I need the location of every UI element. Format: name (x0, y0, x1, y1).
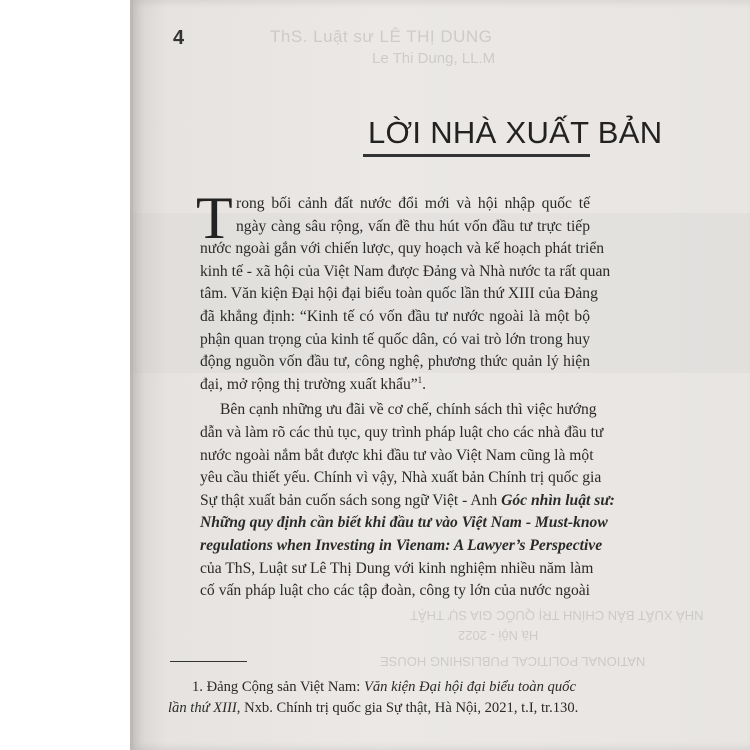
footnote-line (168, 677, 593, 698)
line-text: Sự thật xuất bản cuốn sách song ngữ Việt - Anh (200, 491, 502, 509)
footnote-reference[interactable]: 1 (417, 374, 423, 385)
paragraph-1 (196, 185, 611, 396)
line-end: . (422, 375, 427, 393)
footnote (168, 677, 593, 719)
line-text: rong bối cảnh đất nước đổi mới và hội nhập quốc tế (236, 195, 590, 212)
book-title: Những quy định cần biết khi đầu tư vào Việt Nam - Must-know (200, 514, 608, 532)
paragraph-line (200, 490, 615, 513)
paragraph-line (200, 374, 590, 397)
paragraph-line: Bên cạnh những ưu đãi về cơ chế, chính sách thì việc hướng (220, 401, 597, 419)
line-text: đại, mở rộng thị trường xuất khẩu” (200, 375, 418, 393)
footnote-italic: Văn kiện Đại hội đại biểu toàn quốc (363, 679, 576, 695)
page-heading: LỜI NHÀ XUẤT BẢN (368, 115, 663, 150)
paragraph-line: kinh tế - xã hội của Việt Nam được Đảng và Nhà nước ta rất quan (200, 262, 611, 280)
footnote-text: , Nxb. Chính trị quốc gia Sự thật, Hà Nội, 2021, t.I, tr.130. (236, 700, 579, 716)
page-number: 4 (173, 27, 185, 49)
bleed-through-english-publisher: NATIONAL POLITICAL PUBLISHING HOUSE (380, 654, 646, 669)
paragraph-line: yêu cầu thiết yếu. Chính vì vậy, Nhà xuất bản Chính trị quốc gia (200, 469, 602, 487)
paragraph-line: dẫn và làm rõ các thủ tục, quy trình pháp luật cho các nhà đầu tư (200, 423, 604, 441)
paragraph-line: ngày càng sâu rộng, vấn đề thu hút vốn đầu tư trực tiếp (236, 217, 590, 235)
paragraph-line: nước ngoài gắn với chiến lược, quy hoạch và kế hoạch phát triển (200, 240, 605, 258)
paragraph-line: của ThS, Luật sư Lê Thị Dung với kinh nghiệm nhiều năm làm (200, 559, 594, 577)
paragraph-line: nước ngoài nắm bắt được khi đầu tư vào Việt Nam cũng là một (200, 446, 594, 464)
bleed-through-publisher: NHÀ XUẤT BẢN CHÍNH TRỊ QUỐC GIA SỰ THẬT (410, 608, 704, 623)
paragraph-line (200, 535, 603, 558)
footnote-line (168, 698, 593, 719)
book-title: regulations when Investing in Vienam: A Lawyer’s Perspective (200, 536, 603, 554)
paragraph-line: đã khẳng định: “Kinh tế có vốn đầu tư nước ngoài là một bộ (200, 307, 590, 325)
body-text (196, 185, 615, 603)
paragraph-2 (200, 399, 615, 602)
drop-cap: T (196, 185, 233, 251)
paragraph-line: tâm. Văn kiện Đại hội đại biểu toàn quốc lần thứ XIII của Đảng (200, 285, 598, 303)
page-gutter-shadow (130, 0, 133, 750)
bleed-through-city: Hà Nội - 2022 (458, 628, 539, 643)
paragraph-line (200, 512, 608, 535)
paragraph-line: cố vấn pháp luật cho các tập đoàn, công ty lớn của nước ngoài (200, 582, 590, 600)
paragraph-line: động nguồn vốn đầu tư, công nghệ, phương thức quản lý hiện (200, 353, 590, 371)
bleed-through-author: ThS. Luật sư LÊ THỊ DUNG (270, 27, 493, 46)
book-title: Góc nhìn luật sư: (501, 491, 615, 509)
footnote-text: 1. Đảng Cộng sản Việt Nam: (192, 679, 364, 695)
footnote-italic: lần thứ XIII (168, 700, 237, 716)
paragraph-line: phận quan trọng của kinh tế quốc dân, có vai trò lớn trong huy (200, 330, 590, 348)
heading-underline (363, 154, 590, 157)
footnote-separator (170, 661, 247, 662)
bleed-through-subtitle: Le Thi Dung, LL.M (372, 50, 496, 67)
